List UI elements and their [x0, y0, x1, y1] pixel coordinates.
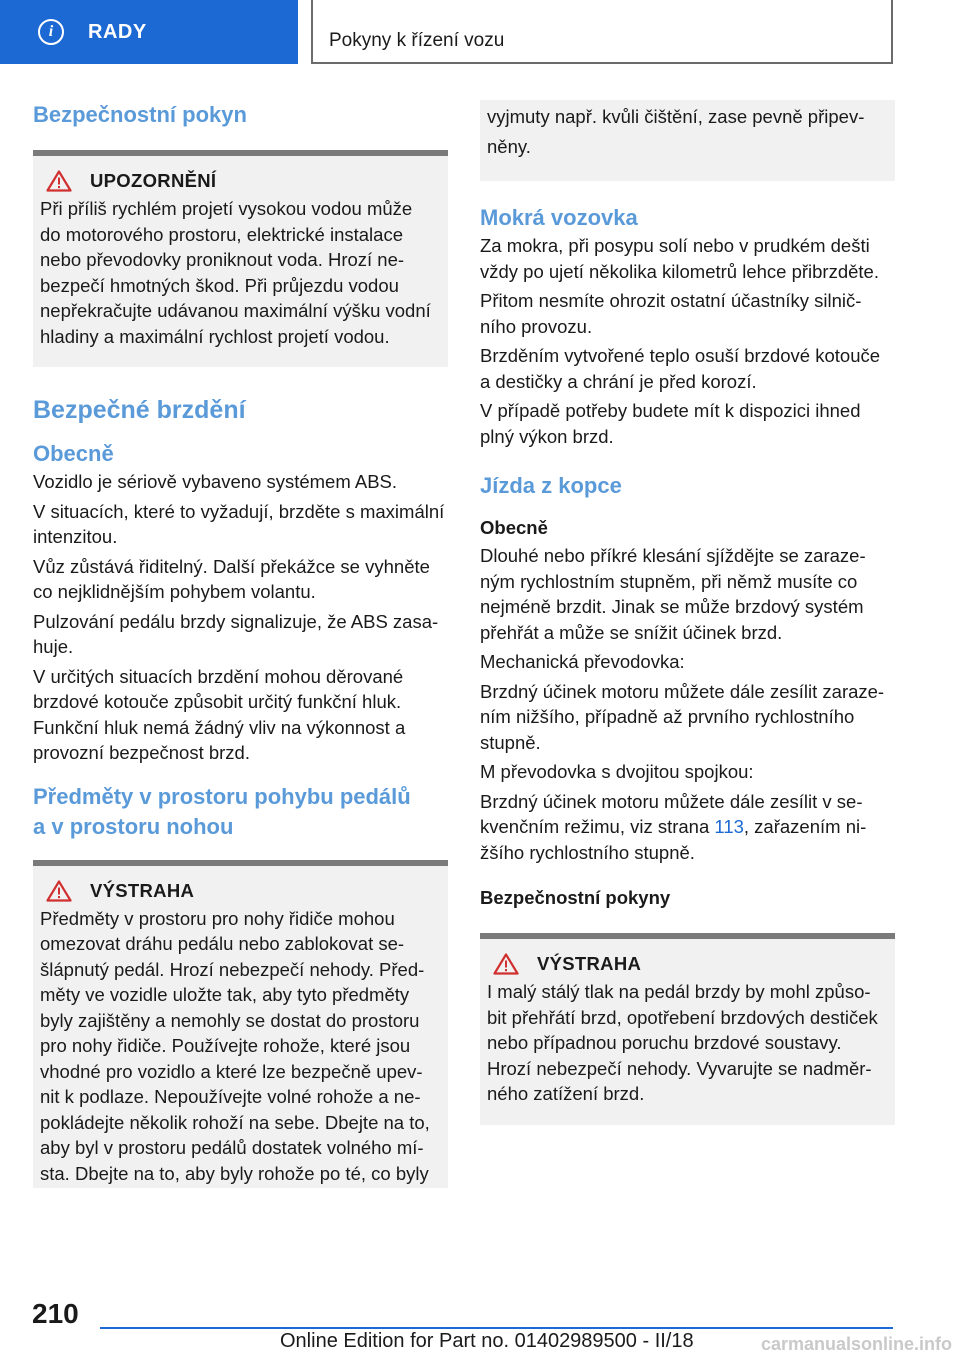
- text-fragment: kvenčním režimu, viz strana: [480, 816, 715, 837]
- heading-safety-note: Bezpečnostní pokyn: [33, 102, 247, 127]
- paragraph: [480, 649, 895, 675]
- notice-line: nepřekračujte udávanou maximální výšku vodní: [40, 300, 431, 321]
- chapter-header: [311, 0, 893, 64]
- heading-line: a v prostoru nohou: [33, 813, 234, 839]
- notice-line: nebo převodovky proniknout voda. Hrozí ne‐: [40, 249, 405, 270]
- footer-divider: [100, 1327, 893, 1329]
- text-line: co nejklidnějším pohybem volantu.: [33, 581, 316, 602]
- paragraph: [480, 288, 895, 339]
- notice-label: VÝSTRAHA: [537, 953, 642, 974]
- paragraph: [480, 679, 895, 756]
- warning-notice: [33, 860, 448, 1189]
- heading-general: Obecně: [33, 441, 114, 466]
- text-line: huje.: [33, 636, 74, 657]
- notice-line: pro nohy řidiče. Používejte rohože, které jsou: [40, 1035, 411, 1056]
- notice-line: Hrozí nebezpečí nehody. Vyvarujte se nadměr‐: [487, 1057, 872, 1079]
- text-line: Brzdný účinek motoru můžete dále zesílit v se‐: [480, 790, 863, 812]
- text-line: Mechanická převodovka:: [480, 651, 685, 672]
- text-line: Za mokra, při posypu solí nebo v prudkém dešti: [480, 235, 870, 256]
- heading-downhill: Jízda z kopce: [480, 473, 622, 498]
- heading-pedal-objects: [33, 782, 448, 842]
- section-tab-label: RADY: [88, 20, 147, 43]
- notice-line: bit přehřátí brzd, opotřebení brzdových destiček: [487, 1006, 878, 1028]
- text-line: M převodovka s dvojitou spojkou:: [480, 761, 754, 782]
- text-line: plný výkon brzd.: [480, 425, 614, 447]
- page-reference-link[interactable]: 113: [714, 816, 744, 837]
- notice-line: omezovat dráhu pedálu nebo zablokovat se‐: [40, 933, 405, 954]
- notice-line: Při příliš rychlém projetí vysokou vodou může: [40, 198, 413, 219]
- notice-line: sta. Dbejte na to, aby byly rohože po té, co byly: [40, 1162, 429, 1184]
- text-line: [480, 814, 895, 840]
- text-line: Přitom nesmíte ohrozit ostatní účastníky silnič‐: [480, 290, 862, 311]
- paragraph: [480, 343, 895, 394]
- text-line: brzdové kotouče způsobit určitý funkční hluk.: [33, 691, 402, 712]
- left-column: [33, 100, 448, 1188]
- notice-line: nebo případnou poruchu brzdové soustavy.: [487, 1032, 842, 1053]
- text-line: přehřát a může se snížit účinek brzd.: [480, 621, 783, 643]
- paragraph: [480, 233, 895, 284]
- notice-line: nit k podlaze. Nepoužívejte volné rohože a ne‐: [40, 1086, 421, 1107]
- paragraph: [480, 543, 895, 645]
- text-line: Vozidlo je sériově vybaveno systémem ABS.: [33, 471, 398, 492]
- notice-line: měty ve vozidle uložte tak, aby tyto předměty: [40, 984, 410, 1005]
- right-column: [480, 100, 895, 1125]
- paragraph: [33, 554, 448, 605]
- text-line: Brzděním vytvořené teplo osuší brzdové kotouče: [480, 345, 881, 366]
- subheading-safety-notes: Bezpečnostní pokyny: [480, 887, 671, 908]
- paragraph: [480, 398, 895, 449]
- notice-line: šlápnutý pedál. Hrozí nebezpečí nehody. Před‐: [40, 958, 425, 980]
- paragraph: [33, 664, 448, 766]
- paragraph: [480, 789, 895, 866]
- text-line: a destičky a chrání je před korozí.: [480, 370, 757, 392]
- notice-line: pokládejte několik rohoží na sebe. Dbejte na to,: [40, 1111, 430, 1133]
- text-line: žšího rychlostního stupně.: [480, 841, 695, 863]
- heading-wet-road: Mokrá vozovka: [480, 205, 638, 230]
- text-line: provozní bezpečnost brzd.: [33, 742, 250, 763]
- subheading-general: Obecně: [480, 517, 548, 538]
- text-line: ním nižšího, případně až prvního rychlostního: [480, 706, 855, 727]
- page-number: 210: [32, 1298, 79, 1329]
- notice-line: ného zatížení brzd.: [487, 1083, 645, 1104]
- caution-notice: [33, 150, 448, 367]
- text-line: Dlouhé nebo příkré klesání sjíždějte se zaraze‐: [480, 545, 866, 566]
- text-line: ným rychlostním stupněm, při němž musíte co: [480, 570, 858, 592]
- text-line: V situacích, které to vyžadují, brzděte s maximální: [33, 500, 445, 522]
- text-line: vždy po ujetí několika kilometrů lehce přibrzděte.: [480, 260, 879, 282]
- paragraph: [480, 759, 895, 785]
- section-tab: [0, 0, 298, 64]
- notice-line: bezpečí hmotných škod. Při průjezdu vodou: [40, 274, 399, 296]
- notice-line: vhodné pro vozidlo a které lze bezpečně upev‐: [40, 1060, 423, 1082]
- paragraph: [33, 609, 448, 660]
- warning-notice: [480, 933, 895, 1125]
- text-line: V určitých situacích brzdění mohou děrované: [33, 665, 404, 687]
- paragraph: [33, 469, 448, 495]
- notice-line: do motorového prostoru, elektrické instalace: [40, 223, 403, 245]
- notice-line: něny.: [487, 135, 531, 157]
- chapter-title: Pokyny k řízení vozu: [329, 30, 505, 51]
- text-line: Vůz zůstává řiditelný. Další překážce se vyhněte: [33, 555, 430, 577]
- text-line: nejméně brzdit. Jinak se může brzdový systém: [480, 596, 864, 617]
- notice-line: Předměty v prostoru pro nohy řidiče mohou: [40, 907, 395, 929]
- watermark: carmanualsonline.info: [760, 1334, 952, 1354]
- warning-notice-continued: [480, 100, 895, 181]
- heading-safe-braking: Bezpečné brzdění: [33, 396, 246, 424]
- warning-triangle-icon: [46, 880, 72, 902]
- text-line: Funkční hluk nemá žádný vliv na výkonnost a: [33, 716, 406, 738]
- info-icon: i: [38, 19, 64, 45]
- text-line: Brzdný účinek motoru můžete dále zesílit zaraze‐: [480, 680, 885, 702]
- warning-triangle-icon: [46, 170, 72, 192]
- notice-label: VÝSTRAHA: [90, 879, 195, 901]
- heading-line: Předměty v prostoru pohybu pedálů: [33, 783, 411, 809]
- notice-line: hladiny a maximální rychlost projetí vodou.: [40, 325, 390, 347]
- text-line: intenzitou.: [33, 526, 118, 547]
- notice-line: byly zajištěny a nemohly se dostat do prostoru: [40, 1009, 420, 1031]
- paragraph: [33, 499, 448, 550]
- text-line: Pulzování pedálu brzdy signalizuje, že ABS zasa‐: [33, 610, 439, 632]
- text-line: V případě potřeby budete mít k dispozici ihned: [480, 400, 861, 421]
- notice-label: UPOZORNĚNÍ: [90, 170, 217, 191]
- notice-line: I malý stálý tlak na pedál brzdy by mohl způso‐: [487, 981, 871, 1002]
- text-line: stupně.: [480, 731, 541, 753]
- text-line: ního provozu.: [480, 315, 593, 337]
- edition-note: Online Edition for Part no. 01402989500 - II/18: [280, 1330, 694, 1352]
- warning-triangle-icon: [493, 953, 519, 975]
- notice-line: vyjmuty např. kvůli čištění, zase pevně připev‐: [487, 106, 865, 127]
- notice-line: aby byl v prostoru pedálů dostatek volného mí‐: [40, 1137, 424, 1158]
- text-fragment: , zařazením ni‐: [743, 816, 867, 837]
